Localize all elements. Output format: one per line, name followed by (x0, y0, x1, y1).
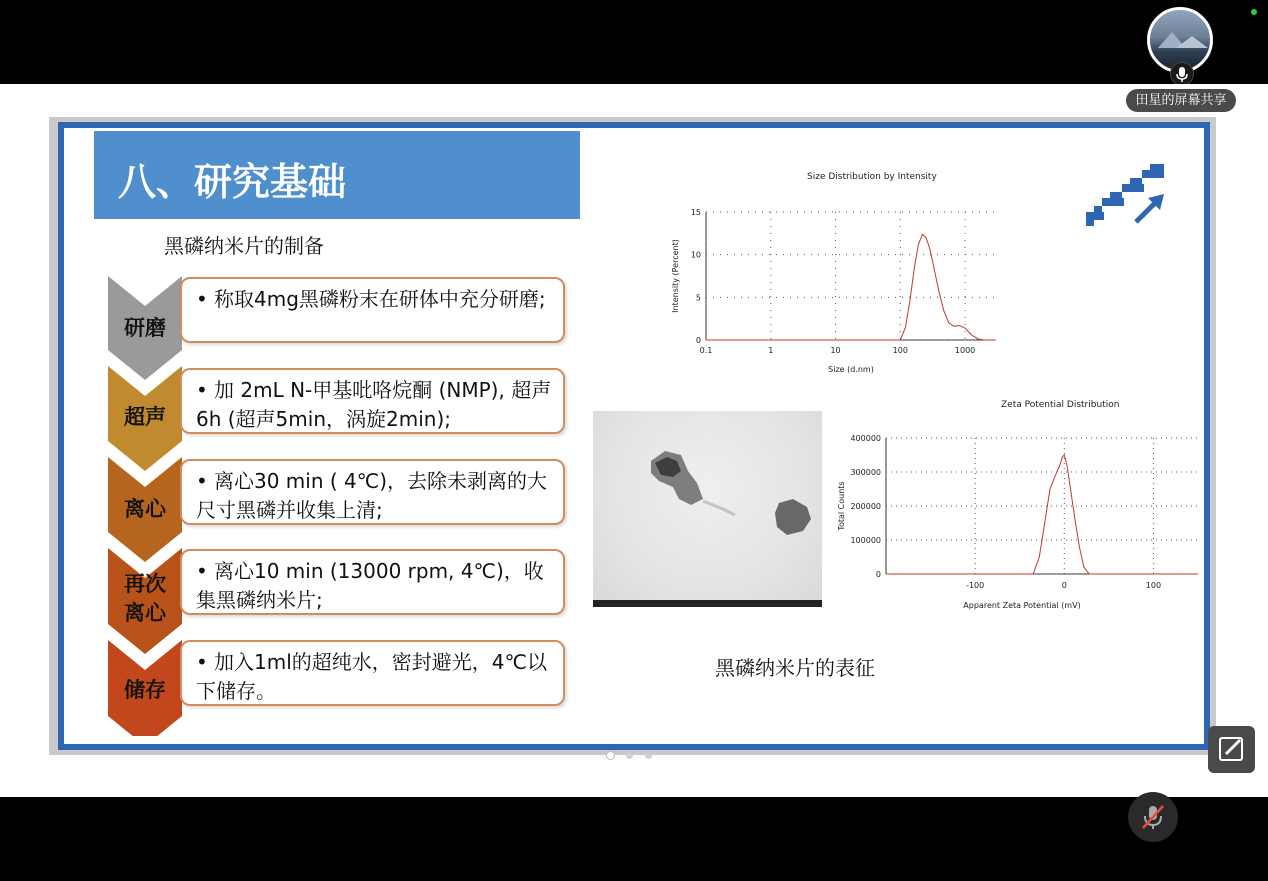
step-box-2 (180, 368, 565, 434)
right-caption: 黑磷纳米片的表征 (715, 656, 875, 680)
x-tick-label: 0 (1061, 581, 1067, 590)
edit-window-button[interactable] (1208, 726, 1255, 773)
step-text-4: 离心10 min (13000 rpm, 4℃)，收集黑磷纳米片; (196, 559, 544, 612)
y-tick-label: 10 (690, 250, 701, 260)
x-tick-label: 100 (1145, 581, 1162, 590)
meeting-top-bar (0, 0, 1268, 84)
step-box-1 (180, 277, 565, 343)
y-tick-label: 200000 (850, 502, 881, 511)
step-label-3: 离心 (124, 497, 166, 521)
size-chart-title: Size Distribution by Intensity (807, 172, 937, 182)
pencil-square-icon (1208, 726, 1255, 773)
y-tick-label: 100000 (850, 536, 881, 545)
step-label-1: 研磨 (124, 316, 166, 340)
step-text-1: 称取4mg黑磷粉末在研体中充分研磨; (214, 287, 546, 311)
slide (58, 122, 1210, 750)
x-tick-label: 1 (768, 346, 774, 355)
bullet-icon: • (196, 469, 208, 493)
slide-content (64, 128, 1204, 744)
mute-button[interactable] (1128, 792, 1178, 842)
step-box-3 (180, 459, 565, 525)
step-box-5 (180, 640, 565, 706)
zeta-chart-title: Zeta Potential Distribution (1001, 400, 1120, 410)
pager-dot[interactable] (645, 752, 652, 759)
x-tick-label: -100 (966, 581, 985, 590)
x-tick-label: 10 (830, 346, 841, 355)
x-tick-label: 1000 (954, 346, 976, 355)
bullet-icon: • (196, 650, 208, 674)
x-tick-label: 0.1 (699, 346, 713, 355)
tem-micrograph (593, 411, 822, 607)
mic-icon (1170, 62, 1194, 86)
x-axis-label: Size (d.nm) (828, 365, 874, 374)
y-tick-label: 15 (690, 208, 701, 217)
step-text-5: 加入1ml的超纯水，密封避光，4℃以下储存。 (196, 650, 547, 703)
y-tick-label: 400000 (850, 434, 881, 443)
status-dot-icon (1251, 9, 1257, 15)
bullet-icon: • (196, 287, 208, 311)
mic-off-icon (1128, 792, 1178, 842)
step-text-3: 离心30 min ( 4℃)，去除未剥离的大尺寸黑磷并收集上清; (196, 469, 548, 522)
stairs-arrow-icon (1086, 156, 1168, 226)
slide-title: 八、研究基础 (118, 160, 347, 204)
zeta-series-line (886, 455, 1198, 574)
bullet-icon: • (196, 559, 208, 583)
step-label-5: 储存 (124, 678, 166, 702)
bullet-icon: • (196, 378, 208, 402)
title-band (94, 131, 580, 219)
size-chart-svg (664, 200, 1004, 390)
y-axis-label: Intensity (Percent) (671, 239, 680, 313)
left-subtitle: 黑磷纳米片的制备 (164, 234, 324, 258)
y-tick-label: 300000 (850, 468, 881, 477)
size-series-line (706, 234, 996, 340)
step-label-2: 超声 (124, 405, 166, 429)
slide-pager (607, 744, 664, 763)
x-tick-label: 100 (892, 346, 908, 355)
pager-dot[interactable] (626, 752, 633, 759)
step-box-4 (180, 549, 565, 615)
step-text-2: 加 2mL N-甲基吡咯烷酮 (NMP), 超声 6h (超声5min，涡旋2min); (196, 378, 552, 431)
screen-share-label: 田星的屏幕共享 (1126, 89, 1236, 112)
zeta-chart-svg (834, 426, 1204, 616)
y-tick-label: 0 (695, 336, 701, 345)
pager-dot[interactable] (607, 752, 614, 759)
tem-scale-bar (593, 600, 822, 607)
y-tick-label: 0 (875, 570, 881, 579)
y-tick-label: 5 (695, 293, 701, 303)
y-axis-label: Total Counts (837, 481, 846, 531)
x-axis-label: Apparent Zeta Potential (mV) (963, 601, 1081, 610)
step-label-4: 再次离心 (124, 572, 166, 625)
meeting-bottom-bar (0, 797, 1268, 881)
